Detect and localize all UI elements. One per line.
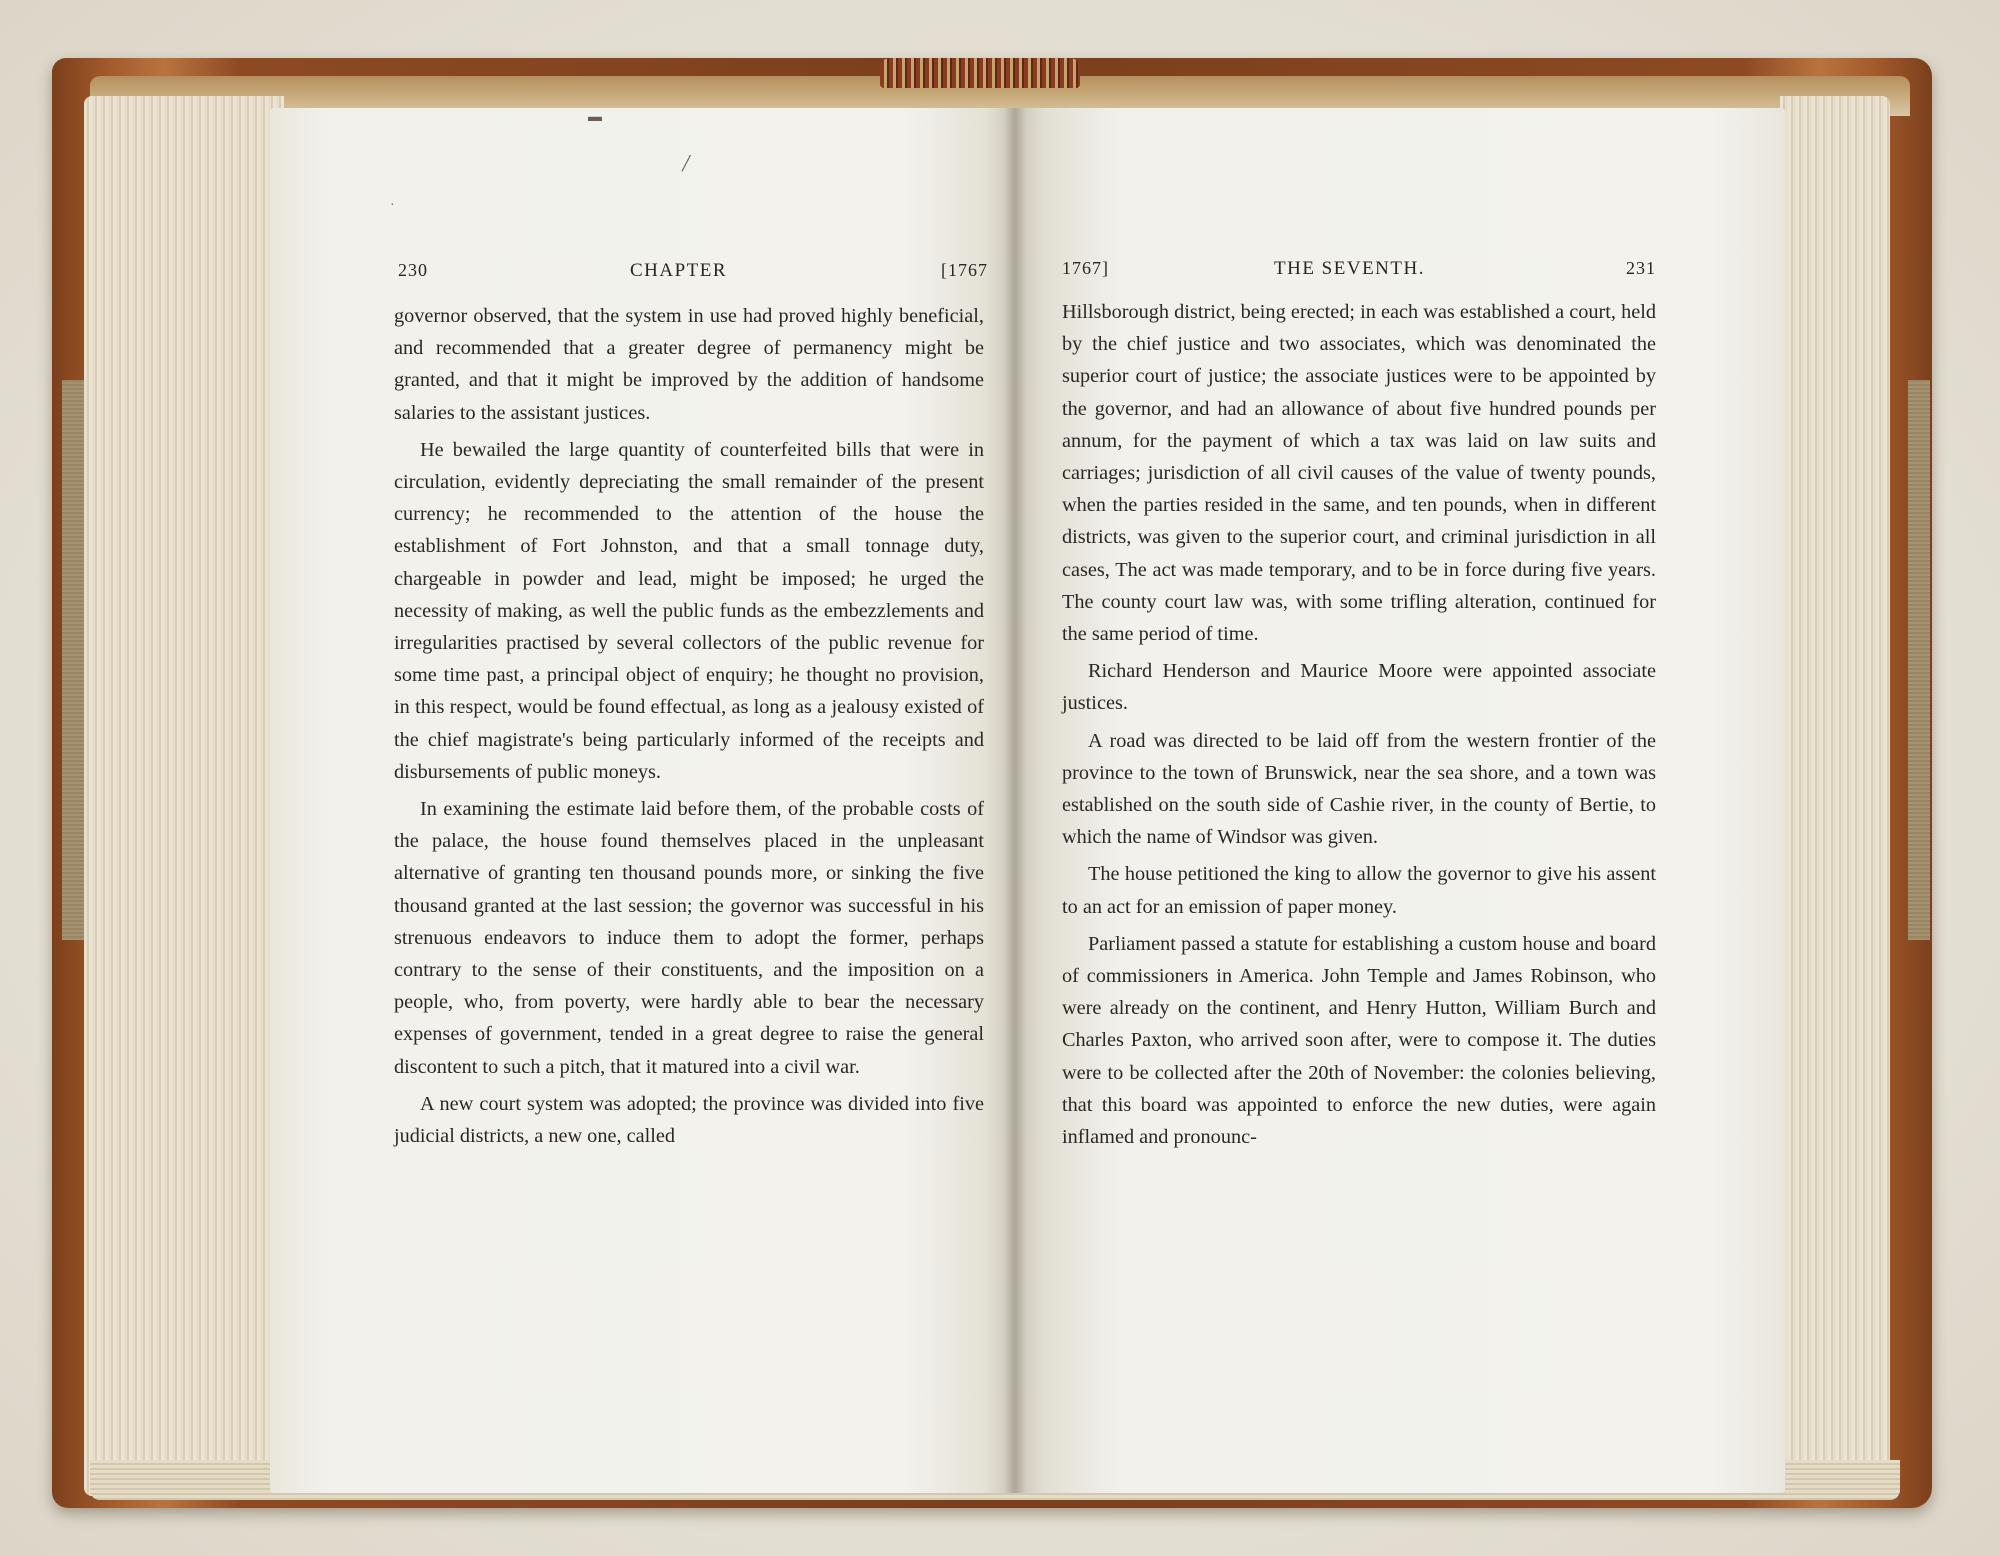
right-fore-edge — [1780, 96, 1890, 1496]
ink-speck: ▬ — [588, 110, 602, 125]
paragraph: A road was directed to be laid off from the western frontier of the province to the town of Brunswick, near the sea shore, and a town was established on the south side of Cashie river, in the county of Bertie, to which the name of Windsor was given. — [1062, 729, 1656, 849]
ink-speck: · — [390, 198, 395, 213]
paragraph: He bewailed the large quantity of counterfeited bills that were in circulation, evidently depreciating the small remainder of the present currency; he recommended to the attention of the house the establishment of Fort Johnston, and that a small tonnage duty, chargeable in powder and lead, might be imposed; he urged the necessity of making, as well the public funds as the embezzlements and irregularities practised by several collectors of the public revenue for some time past, a principal object of enquiry; he thought no provision, in this respect, would be found effectual, as long as a jealousy existed of the chief magistrate's being particularly informed of the receipts and disbursements of public moneys. — [394, 438, 984, 783]
ink-speck: ╱ — [682, 157, 691, 172]
book-gutter — [1004, 108, 1026, 1493]
spine-headband — [880, 58, 1080, 88]
paragraph: A new court system was adopted; the province was divided into five judicial districts, a new one, called — [394, 1092, 984, 1148]
year-marker: [1767 — [941, 260, 988, 280]
paragraph: Hillsborough district, being erected; in each was established a court, held by the chief justice and two associates, which was denominated the superior court of justice; the associate justices were to be appointed by the governor, and had an allowance of about five hundred pounds per annum, for the payment of which a tax was laid on law suits and carriages; jurisdiction of all civil causes of the value of twenty pounds, when the parties resided in the same, and ten pounds, when in different districts, was given to the superior court, and criminal jurisdiction in all cases, The act was made temporary, and to be in force during five years. The county court law was, with some trifling alteration, continued for the same period of time. — [1062, 301, 1656, 646]
paragraph: governor observed, that the system in use had proved highly beneficial, and recommended that a greater degree of permanency might be granted, and that it might be improved by the addition of handsome salaries to the assistant justices. — [394, 305, 984, 424]
running-title: CHAPTER — [630, 260, 728, 281]
page-number: 230 — [398, 260, 428, 280]
left-fore-edge — [84, 96, 284, 1496]
page-number: 231 — [1626, 258, 1656, 278]
paragraph: Richard Henderson and Maurice Moore were appointed associate justices. — [1062, 660, 1656, 715]
left-running-header — [398, 260, 988, 290]
right-page-text — [1062, 296, 1656, 1153]
cover-cloth-right — [1908, 380, 1930, 940]
paragraph: Parliament passed a statute for establishing a custom house and board of commissioners in America. John Temple and James Robinson, who were already on the continent, and Henry Hutton, William Burch and Charles Paxton, who arrived soon after, were to compose it. The duties were to be collected after the 20th of November: the colonies believing, that this board was appointed to enforce the new duties, were again inflamed and pronounc- — [1062, 932, 1656, 1149]
paragraph: The house petitioned the king to allow the governor to give his assent to an act for an emission of paper money. — [1062, 863, 1656, 918]
left-page-text — [394, 300, 984, 1152]
paragraph: In examining the estimate laid before them, of the probable costs of the palace, the house found themselves placed in the unpleasant alternative of granting ten thousand pounds more, or sinking the five thousand granted at the last session; the governor was successful in his strenuous endeavors to induce them to adopt the former, perhaps contrary to the sense of their constituents, and the imposition on a people, who, from poverty, were hardly able to bear the necessary expenses of government, tended in a great degree to raise the general discontent to such a pitch, that it matured into a civil war. — [394, 798, 984, 1078]
running-title: THE SEVENTH. — [1274, 258, 1425, 279]
right-running-header — [1062, 258, 1656, 288]
year-marker: 1767] — [1062, 258, 1109, 278]
